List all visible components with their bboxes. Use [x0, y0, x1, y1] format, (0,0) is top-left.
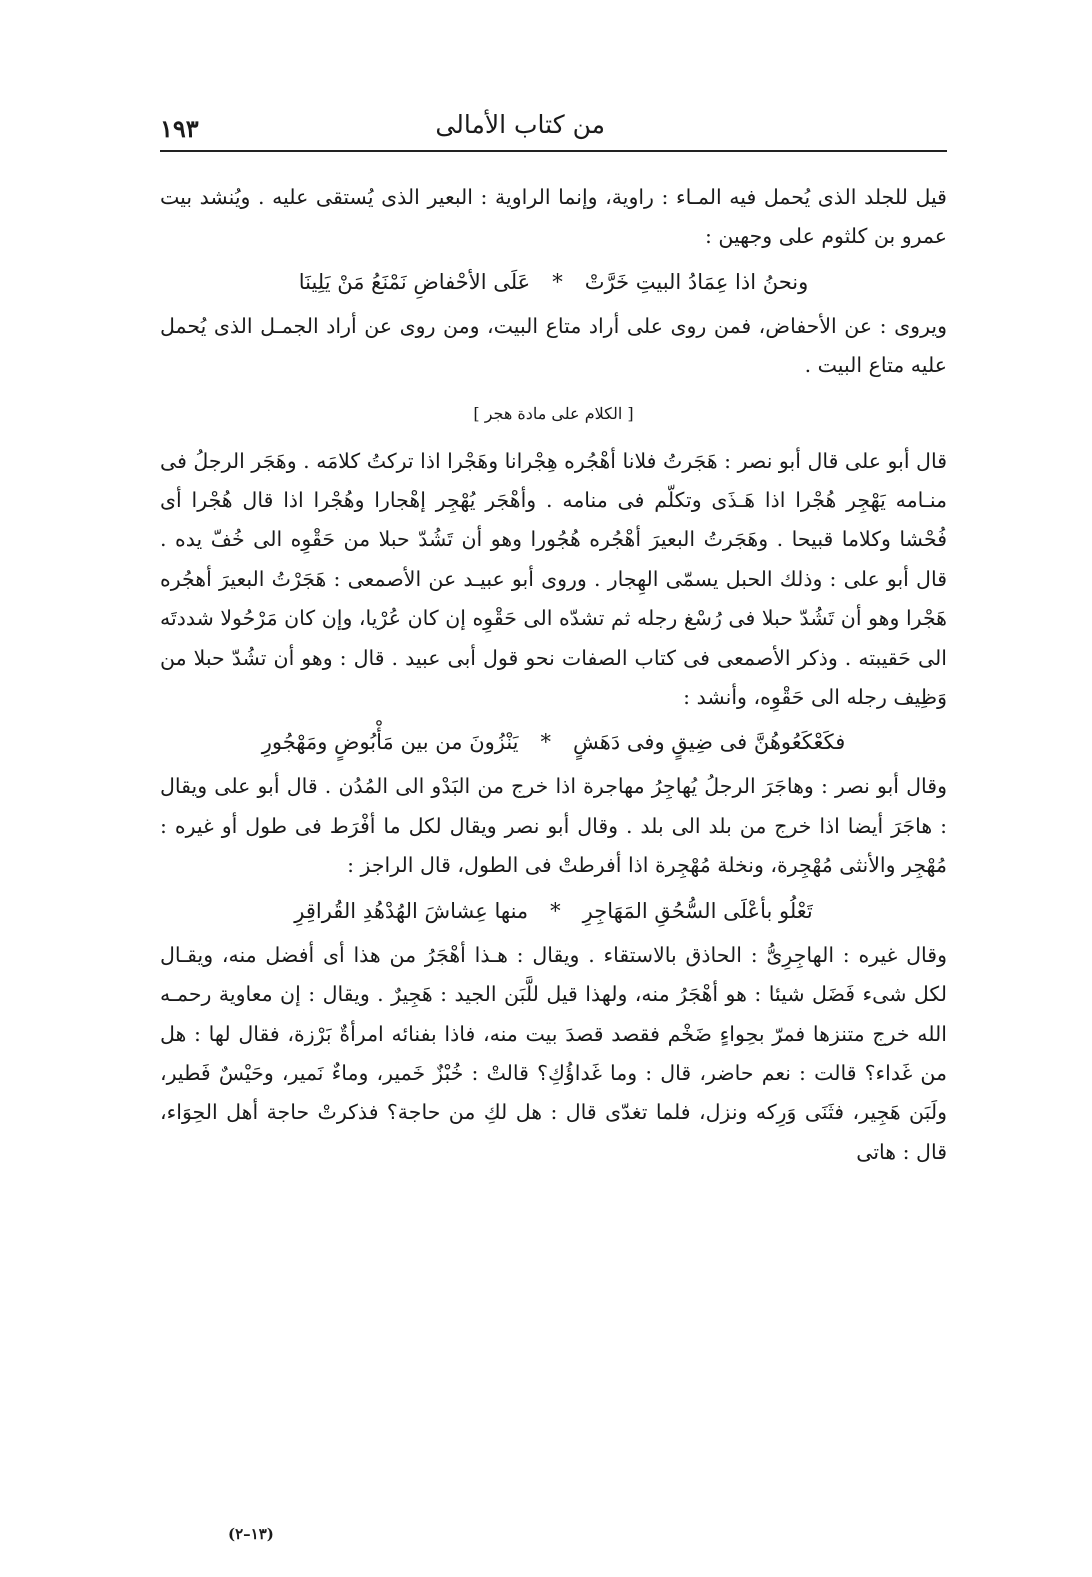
verse-second-hemistich: عَلَى الأحْفاضِ نَمْنَعُ مَنْ يَلِينَا	[298, 269, 531, 294]
verse-line	[160, 886, 947, 936]
paragraph: ويروى : عن الأحفاض، فمن روى على أراد متاع البيت، ومن روى عن أراد الجمـل الذى يُحمل عليه متاع البيت .	[160, 313, 947, 378]
verse-first-hemistich: فكَعْكَعُوهُنَّ فى ضِيقٍ وفى دَهَشٍ	[573, 730, 846, 755]
paragraph: قال أبو على قال أبو نصر : هَجَرتُ فلانا أهْجُره هِجْرانا وهَجْرا اذا تركتُ كلامَه . وهَجَر الرجلُ فى منـامه يَهْجِر هُجْرا اذا هَـذَى وتكلّم فى منامه . وأهْجَر يُهْجِر إهْجارا وهُجْرا اذا قال هُجْرا أى فُحْشا وكلاما قبيحا . وهَجَرتُ البعيرَ أهْجُره هُجُورا وهو أن تَشُدّ حبلا من حَقْوِه الى خُفّ يده . قال أبو على : وذلك الحبل يسمّى الهِجار . وروى أبو عبيـد عن الأصمعى : هَجَرْتُ البعيرَ أهجُره هَجْرا وهو أن تَشُدّ حبلا فى رُسْغ رجله ثم تشدّه الى حَقْوِه إن كان عُرْيا، وإن كان مَرْحُولا شددتَه الى حَقيبته . وذكر الأصمعى فى كتاب الصفات نحو قول أبى عبيد . قال : وهو أن تشُدّ حبلا من وَظِيف رجله الى حَقْوِه، وأنشد :	[160, 448, 947, 710]
verse-second-hemistich: منها عِشاشَ الهُدْهُدِ القُراقِرِ	[294, 898, 529, 923]
running-title: من كتاب الأمالى	[435, 110, 605, 139]
section-heading: [ الكلام على مادة هجر ]	[473, 403, 634, 423]
verse-separator: *	[540, 730, 552, 755]
verse-separator: *	[550, 898, 561, 923]
page-body	[160, 178, 947, 1172]
verse-line	[160, 717, 947, 767]
verse-first-hemistich: تَعْلُو بأعْلَى السُّحُقِ المَهَاجِرِ	[582, 898, 813, 923]
page-number: ١٩٣	[160, 114, 199, 143]
signature-mark: (١٣–٢)	[228, 1525, 274, 1543]
paragraph: وقال غيره : الهاجِرِىُّ : الحاذق بالاستقاء . ويقال : هـذا أهْجَرُ من هذا أى أفضل منه، ويقـال لكل شىء فَضَل شيئا : هو أهْجَرُ منه، ولهذا قيل للَّبَن الجيد : هَجِيرٌ . ويقال : إن معاوية رحمـه الله خرج متنزها فمرّ بحِواءٍ ضَخْم فقصد قصدَ بيت منه، فاذا بفنائه امرأةٌ بَرْزة، فقال لها : هل من غَداء؟ قالت : نعم حاضر، قال : وما غَداؤُكِ؟ قالتْ : خُبْزٌ خَمير، وماءٌ نَمير، وحَيْسٌ فَطير، ولَبَن هَجِير، فثَنَى وَرِكه ونزل، فلما تغدّى قال : هل لكِ من حاجة؟ فذكرتْ حاجة أهل الحِوَاء، قال : هاتى	[160, 942, 947, 1164]
verse-line	[160, 257, 947, 307]
page-header	[160, 104, 945, 150]
verse-second-hemistich: يَنْزُونَ من بين مَأْبُوضٍ ومَهْجُورِ	[261, 730, 519, 755]
paragraph: وقال أبو نصر : وهاجَرَ الرجلُ يُهاجِرُ مهاجرة اذا خرج من البَدْو الى المُدُن . قال أبو على ويقال : هاجَرَ أيضا اذا خرج من بلد الى بلد . وقال أبو نصر ويقال لكل ما أفْرَط فى طول أو غيره : مُهْجِر والأنثى مُهْجِرة، ونخلة مُهْجِرة اذا أفرطتْ فى الطول، قال الراجز :	[160, 774, 947, 878]
paragraph: قيل للجلد الذى يُحمل فيه المـاء : راوية، وإنما الراوية : البعير الذى يُستقى عليه . ويُنشد بيت عمرو بن كلثوم على وجهين :	[160, 185, 947, 249]
header-rule	[160, 150, 947, 152]
verse-first-hemistich: ونحنُ اذا عِمَادُ البيتِ خَرَّتْ	[584, 269, 809, 294]
verse-separator: *	[552, 269, 563, 294]
